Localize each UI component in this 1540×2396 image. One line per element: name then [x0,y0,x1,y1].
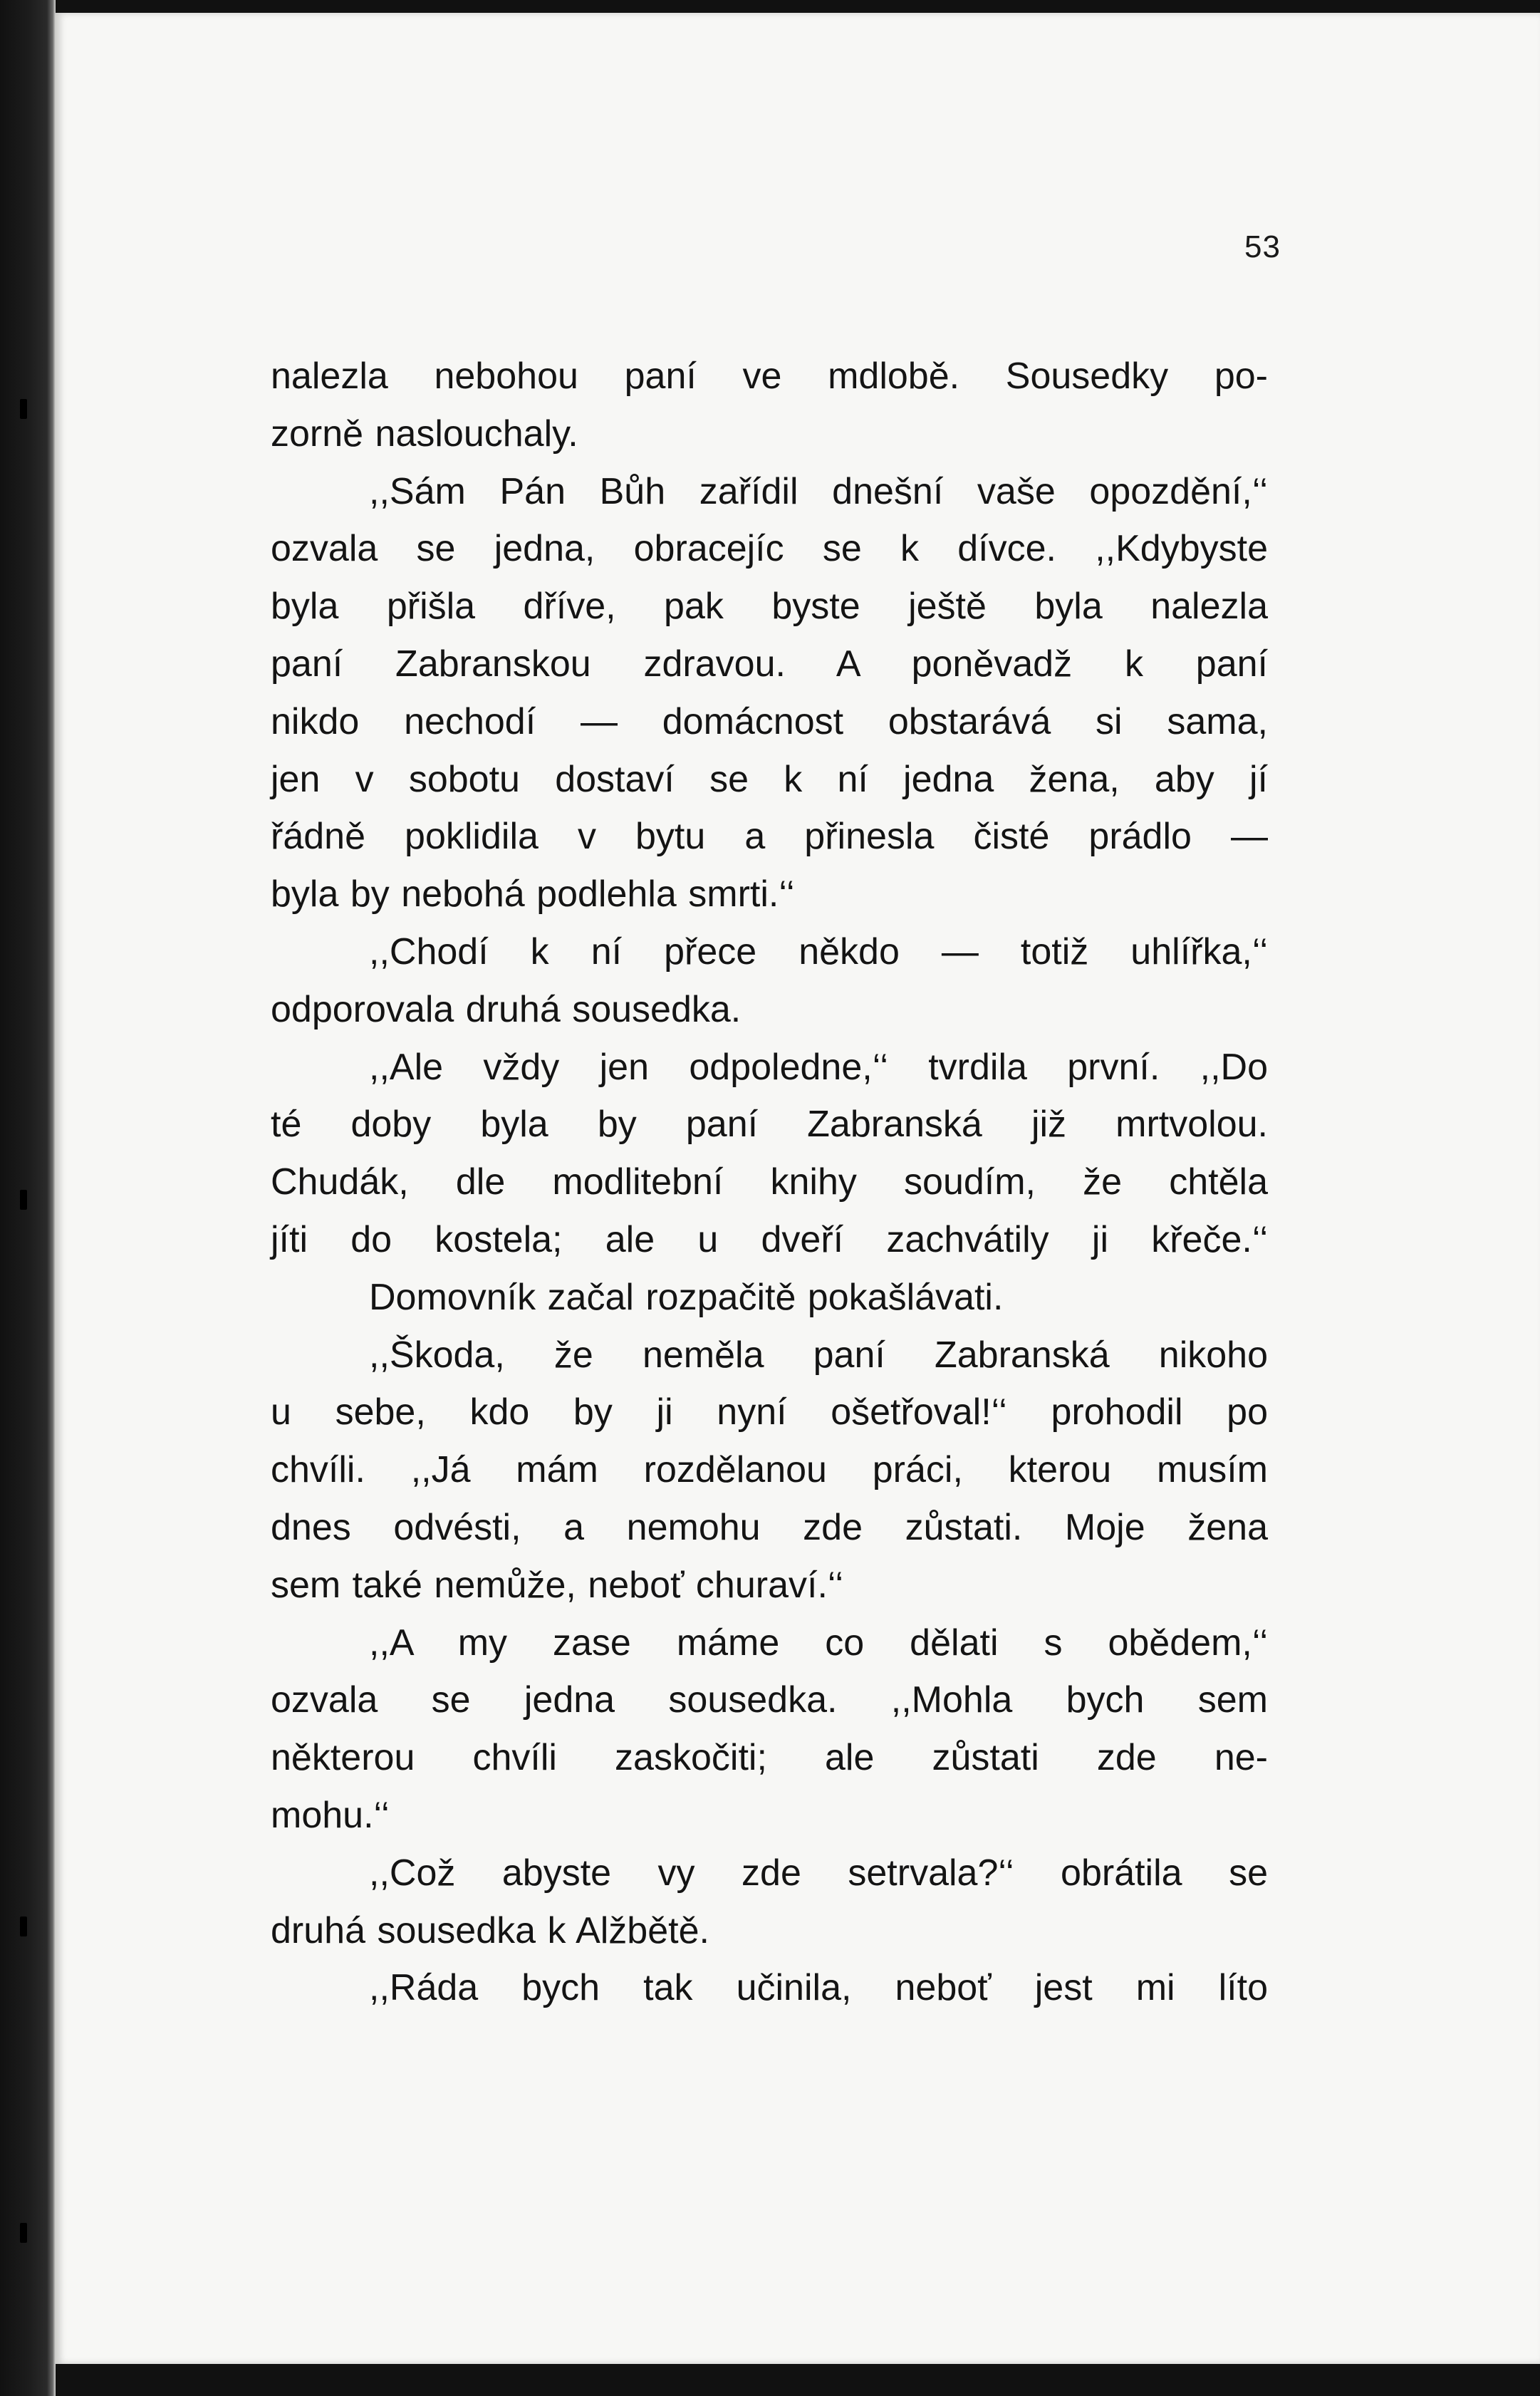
text-line: u sebe, kdo by ji nyní ošetřoval!‘‘ prohodil po [271,1391,1268,1433]
text-line: dnes odvésti, a nemohu zde zůstati. Moje žena [271,1506,1268,1548]
stitch-mark [20,1917,27,1936]
text-line: jíti do kostela; ale u dveří zachvátily ji křeče.‘‘ [271,1218,1268,1260]
stitch-mark [20,2223,27,2243]
text-line: ozvala se jedna sousedka. ,,Mohla bych sem [271,1679,1268,1721]
text-line: některou chvíli zaskočiti; ale zůstati zde ne- [271,1737,1268,1779]
text-line: ,,Což abyste vy zde setrvala?‘‘ obrátila se [369,1852,1268,1894]
text-line: té doby byla by paní Zabranská již mrtvolou. [271,1104,1268,1146]
text-line: ,,Chodí k ní přece někdo — totiž uhlířka,‘‘ [369,930,1268,973]
text-line: paní Zabranskou zdravou. A poněvadž k paní [271,643,1268,685]
text-line: Domovník začal rozpačitě pokašlávati. [369,1276,1004,1318]
text-line: druhá sousedka k Alžbětě. [271,1909,709,1951]
text-line: mohu.‘‘ [271,1794,390,1836]
text-line: byla přišla dříve, pak byste ještě byla nalezla [271,586,1268,628]
text-line: nalezla nebohou paní ve mdlobě. Sousedky po- [271,356,1268,397]
text-line: ,,Sám Pán Bůh zařídil dnešní vaše opozdění,‘‘ [369,470,1268,512]
book-binding-edge [0,0,56,2396]
text-line: zorně naslouchaly. [271,413,578,455]
text-line: ,,Ráda bych tak učinila, neboť jest mi líto [369,1967,1268,2009]
stitch-mark [20,399,27,419]
stitch-mark [20,1190,27,1210]
text-line: chvíli. ,,Já mám rozdělanou práci, kterou musím [271,1449,1268,1491]
text-line: ,,Škoda, že neměla paní Zabranská nikoho [369,1334,1268,1376]
text-line: ,,Ale vždy jen odpoledne,‘‘ tvrdila první. ,,Do [369,1046,1268,1088]
text-line: jen v sobotu dostaví se k ní jedna žena, aby jí [271,758,1268,800]
text-line: ,,A my zase máme co dělati s obědem,‘‘ [369,1622,1268,1664]
text-line: nikdo nechodí — domácnost obstarává si sama, [271,700,1268,742]
page-number: 53 [1244,229,1281,264]
binding-stitch-marks [20,399,27,2251]
body-text [271,348,1268,2017]
text-line: odporovala druhá sousedka. [271,988,742,1030]
text-line: ozvala se jedna, obracejíc se k dívce. ,,Kdybyste [271,528,1268,570]
text-line: Chudák, dle modlitební knihy soudím, že chtěla [271,1161,1268,1203]
text-line: řádně poklidila v bytu a přinesla čisté prádlo — [271,816,1268,858]
text-line: byla by nebohá podlehla smrti.‘‘ [271,873,795,916]
text-line: sem také nemůže, neboť churaví.‘‘ [271,1564,844,1606]
